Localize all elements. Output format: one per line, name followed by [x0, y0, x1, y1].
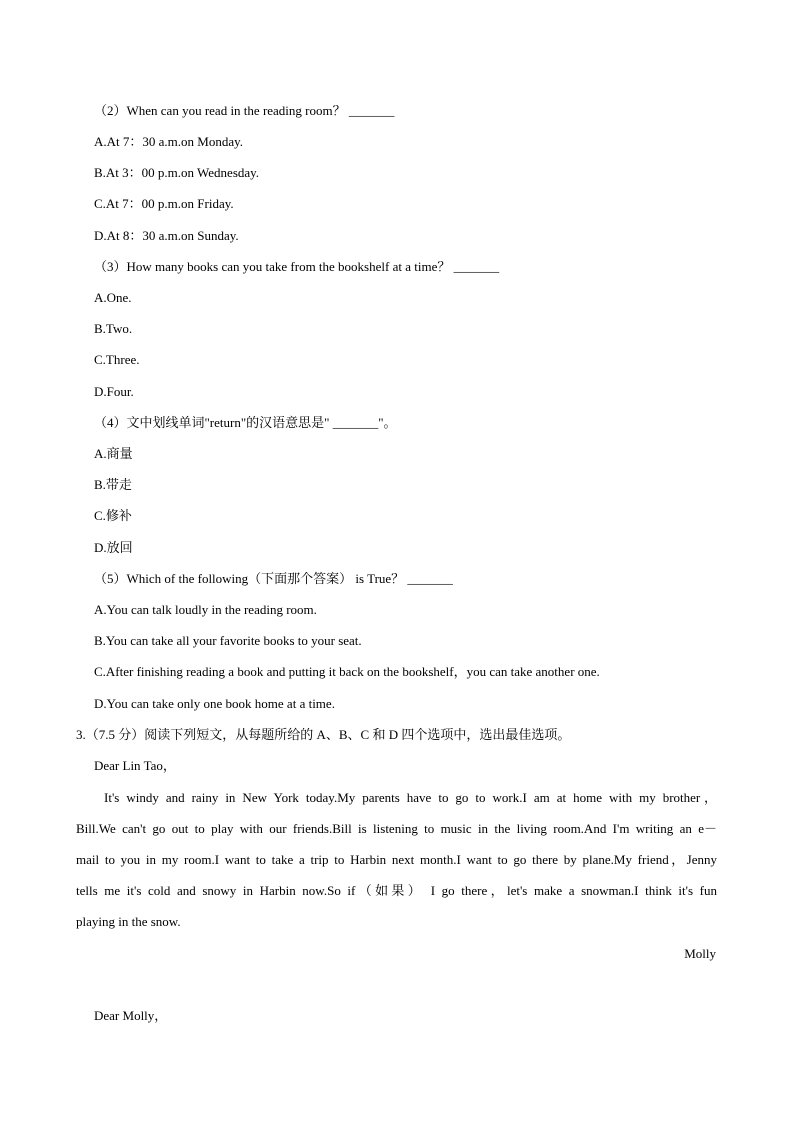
question-4-option-a: A.商量 [94, 446, 133, 461]
letter-1-signature: Molly [684, 946, 716, 961]
letter-1-line-1: It's windy and rainy in New York today.My parents have to go to work.I am at home with my brother， [104, 790, 717, 805]
question-5-option-d: D.You can take only one book home at a time. [94, 696, 335, 711]
question-2-option-d: D.At 8：30 a.m.on Sunday. [94, 228, 239, 243]
question-2-option-b: B.At 3：00 p.m.on Wednesday. [94, 165, 260, 180]
section-3-heading: 3.（7.5 分）阅读下列短文，从每题所给的 A、B、C 和 D 四个选项中，选出最佳选项。 [76, 727, 571, 742]
question-5-option-c: C.After finishing reading a book and putting it back on the bookshelf，you can take another one. [94, 664, 600, 679]
letter-2-greeting: Dear Molly， [94, 1008, 168, 1023]
question-5-stem: （5）Which of the following（下面那个答案） is True？ _______ [94, 571, 453, 586]
letter-1-line-5: playing in the snow. [76, 914, 181, 929]
question-3-stem: （3）How many books can you take from the bookshelf at a time？ _______ [94, 259, 500, 274]
letter-1-greeting: Dear Lin Tao， [94, 758, 176, 773]
question-3-option-b: B.Two. [94, 321, 133, 336]
letter-1-line-3: mail to you in my room.I want to take a trip to Harbin next month.I want to go there by plane.My friend，Jenny [76, 852, 717, 867]
question-4-option-d: D.放回 [94, 540, 133, 555]
question-3-option-c: C.Three. [94, 352, 140, 367]
question-2-option-c: C.At 7：00 p.m.on Friday. [94, 196, 234, 211]
letter-1-line-2: Bill.We can't go out to play with our friends.Bill is listening to music in the living room.And I'm writing an e－ [76, 821, 717, 836]
question-4-stem: （4）文中划线单词"return"的汉语意思是" _______"。 [94, 415, 397, 430]
question-2-stem: （2）When can you read in the reading room？ _______ [94, 103, 395, 118]
question-2-option-a: A.At 7：30 a.m.on Monday. [94, 134, 244, 149]
question-4-option-c: C.修补 [94, 508, 132, 523]
question-5-option-b: B.You can take all your favorite books to your seat. [94, 633, 362, 648]
question-3-option-a: A.One. [94, 290, 132, 305]
letter-1-line-4: tells me it's cold and snowy in Harbin now.So if（如果） I go there，let's make a snowman.I think it's fun [76, 883, 717, 898]
question-4-option-b: B.带走 [94, 477, 132, 492]
question-3-option-d: D.Four. [94, 384, 134, 399]
question-5-option-a: A.You can talk loudly in the reading room. [94, 602, 317, 617]
